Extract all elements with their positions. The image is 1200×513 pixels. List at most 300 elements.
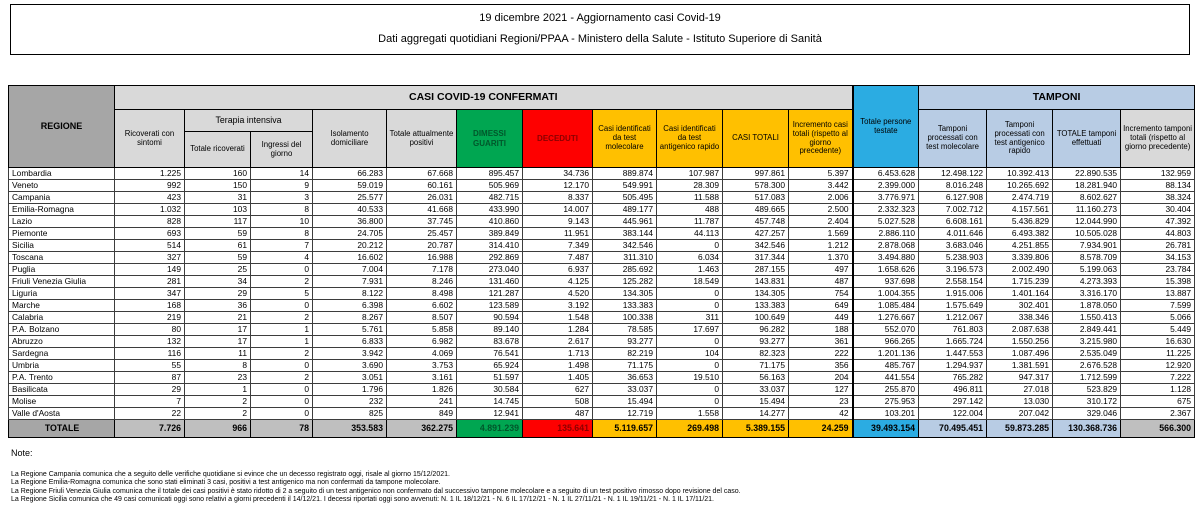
value-cell: 6.602 (387, 300, 457, 312)
value-cell: 6.833 (313, 336, 387, 348)
value-cell: 14.745 (457, 396, 523, 408)
value-cell: 39.493.154 (853, 420, 919, 438)
value-cell: 0 (251, 360, 313, 372)
value-cell: 2.474.719 (987, 192, 1053, 204)
value-cell: 90.594 (457, 312, 523, 324)
value-cell: 895.457 (457, 168, 523, 180)
value-cell: 828 (115, 216, 185, 228)
region-name: Molise (9, 396, 115, 408)
value-cell: 6.034 (657, 252, 723, 264)
value-cell: 207.042 (987, 408, 1053, 420)
value-cell: 8.246 (387, 276, 457, 288)
value-cell: 12.920 (1121, 360, 1195, 372)
table-row (9, 408, 1195, 420)
table-row (9, 312, 1195, 324)
value-cell: 4.251.855 (987, 240, 1053, 252)
region-name: Lazio (9, 216, 115, 228)
value-cell: 1 (251, 336, 313, 348)
value-cell: 1.405 (523, 372, 593, 384)
value-cell: 37.745 (387, 216, 457, 228)
header-totale-ricoverati: Totale ricoverati (185, 132, 251, 168)
value-cell: 16.988 (387, 252, 457, 264)
value-cell: 71.175 (723, 360, 789, 372)
header-tamponi-molecolare: Tamponi processati con test molecolare (919, 110, 987, 168)
table-row (9, 228, 1195, 240)
header-incremento-tamponi: Incremento tamponi totali (rispetto al giorno precedente) (1121, 110, 1195, 168)
header-deceduti: DECEDUTI (523, 110, 593, 168)
value-cell: 25.577 (313, 192, 387, 204)
table-row (9, 384, 1195, 396)
value-cell: 20.787 (387, 240, 457, 252)
value-cell: 566.300 (1121, 420, 1195, 438)
value-cell: 27.018 (987, 384, 1053, 396)
value-cell: 100.649 (723, 312, 789, 324)
value-cell: 423 (115, 192, 185, 204)
note-line: La Regione Sicilia comunica che 49 casi comunicati oggi sono relativi a giorni precedenti il 14/12/21. I decessi riportati oggi sono avvenuti: N. 1 IL 18/12/21 - N. 6 IL 17/12/21 - N. 1 IL 27/11/21 - N. 1 IL 19/11/21 - N. 1 IL 17/11/21. (11, 496, 715, 504)
value-cell: 5.449 (1121, 324, 1195, 336)
value-cell: 2.087.638 (987, 324, 1053, 336)
value-cell: 1.294.937 (919, 360, 987, 372)
value-cell: 1.658.626 (853, 264, 919, 276)
value-cell: 0 (251, 396, 313, 408)
value-cell: 13.030 (987, 396, 1053, 408)
value-cell: 1.569 (789, 228, 853, 240)
value-cell: 0 (251, 384, 313, 396)
value-cell: 1.712.599 (1053, 372, 1121, 384)
table-row (9, 288, 1195, 300)
table-row (9, 216, 1195, 228)
value-cell: 5.027.528 (853, 216, 919, 228)
value-cell: 578.300 (723, 180, 789, 192)
region-name: Puglia (9, 264, 115, 276)
value-cell: 22.890.535 (1053, 168, 1121, 180)
value-cell: 5 (251, 288, 313, 300)
value-cell: 356 (789, 360, 853, 372)
value-cell: 8.016.248 (919, 180, 987, 192)
value-cell: 100.338 (593, 312, 657, 324)
value-cell: 2.617 (523, 336, 593, 348)
value-cell: 761.803 (919, 324, 987, 336)
value-cell: 241 (387, 396, 457, 408)
value-cell: 11.787 (657, 216, 723, 228)
value-cell: 132 (115, 336, 185, 348)
value-cell: 1.212 (789, 240, 853, 252)
value-cell: 1.665.724 (919, 336, 987, 348)
value-cell: 433.990 (457, 204, 523, 216)
value-cell: 23.784 (1121, 264, 1195, 276)
value-cell: 1.276.667 (853, 312, 919, 324)
value-cell: 0 (657, 336, 723, 348)
value-cell: 457.748 (723, 216, 789, 228)
value-cell: 14.277 (723, 408, 789, 420)
value-cell: 0 (657, 300, 723, 312)
value-cell: 1.370 (789, 252, 853, 264)
value-cell: 1.004.355 (853, 288, 919, 300)
value-cell: 1.548 (523, 312, 593, 324)
value-cell: 30.584 (457, 384, 523, 396)
value-cell: 61 (185, 240, 251, 252)
value-cell: 133.383 (593, 300, 657, 312)
value-cell: 2 (251, 276, 313, 288)
value-cell: 966.265 (853, 336, 919, 348)
value-cell: 8.507 (387, 312, 457, 324)
value-cell: 22 (115, 408, 185, 420)
value-cell: 103 (185, 204, 251, 216)
value-cell: 76.541 (457, 348, 523, 360)
value-cell: 1.550.413 (1053, 312, 1121, 324)
value-cell: 15.494 (723, 396, 789, 408)
value-cell: 34.153 (1121, 252, 1195, 264)
value-cell: 6.453.628 (853, 168, 919, 180)
value-cell: 40.533 (313, 204, 387, 216)
value-cell: 997.861 (723, 168, 789, 180)
table-row (9, 336, 1195, 348)
value-cell: 2 (251, 312, 313, 324)
value-cell: 6.937 (523, 264, 593, 276)
region-name: P.A. Bolzano (9, 324, 115, 336)
value-cell: 70.495.451 (919, 420, 987, 438)
value-cell: 992 (115, 180, 185, 192)
value-cell: 89.140 (457, 324, 523, 336)
value-cell: 8.267 (313, 312, 387, 324)
value-cell: 517.083 (723, 192, 789, 204)
value-cell: 8 (251, 204, 313, 216)
region-name: Lombardia (9, 168, 115, 180)
value-cell: 59.019 (313, 180, 387, 192)
value-cell: 36.653 (593, 372, 657, 384)
value-cell: 29 (115, 384, 185, 396)
value-cell: 2.332.323 (853, 204, 919, 216)
value-cell: 441.554 (853, 372, 919, 384)
value-cell: 487 (789, 276, 853, 288)
header-totale-tamponi: TOTALE tamponi effettuati (1053, 110, 1121, 168)
value-cell: 889.874 (593, 168, 657, 180)
value-cell: 273.040 (457, 264, 523, 276)
value-cell: 1.878.050 (1053, 300, 1121, 312)
table-row (9, 168, 1195, 180)
value-cell: 849 (387, 408, 457, 420)
value-cell: 7.487 (523, 252, 593, 264)
table-row (9, 372, 1195, 384)
header-group-confermati: CASI COVID-19 CONFERMATI (115, 86, 853, 110)
value-cell: 3.494.880 (853, 252, 919, 264)
value-cell: 0 (657, 396, 723, 408)
value-cell: 160 (185, 168, 251, 180)
region-name: Campania (9, 192, 115, 204)
value-cell: 9.143 (523, 216, 593, 228)
region-name: Marche (9, 300, 115, 312)
value-cell: 1.463 (657, 264, 723, 276)
header-regione: REGIONE (9, 86, 115, 168)
value-cell: 505.969 (457, 180, 523, 192)
value-cell: 26.031 (387, 192, 457, 204)
value-cell: 966 (185, 420, 251, 438)
table-row (9, 276, 1195, 288)
value-cell: 78.585 (593, 324, 657, 336)
value-cell: 311 (657, 312, 723, 324)
header-casi-molecolare: Casi identificati da test molecolare (593, 110, 657, 168)
value-cell: 131.460 (457, 276, 523, 288)
table-row (9, 252, 1195, 264)
value-cell: 3.339.806 (987, 252, 1053, 264)
region-name: Calabria (9, 312, 115, 324)
value-cell: 445.961 (593, 216, 657, 228)
value-cell: 36 (185, 300, 251, 312)
value-cell: 1.447.553 (919, 348, 987, 360)
value-cell: 33.037 (723, 384, 789, 396)
value-cell: 825 (313, 408, 387, 420)
value-cell: 121.287 (457, 288, 523, 300)
table-row (9, 192, 1195, 204)
value-cell: 1.381.591 (987, 360, 1053, 372)
region-name: Veneto (9, 180, 115, 192)
value-cell: 1.032 (115, 204, 185, 216)
value-cell: 14.007 (523, 204, 593, 216)
value-cell: 496.811 (919, 384, 987, 396)
value-cell: 11.588 (657, 192, 723, 204)
value-cell: 116 (115, 348, 185, 360)
value-cell: 342.546 (593, 240, 657, 252)
region-name: Sardegna (9, 348, 115, 360)
value-cell: 18.549 (657, 276, 723, 288)
value-cell: 947.317 (987, 372, 1053, 384)
region-name: Friuli Venezia Giulia (9, 276, 115, 288)
value-cell: 150 (185, 180, 251, 192)
value-cell: 44.803 (1121, 228, 1195, 240)
value-cell: 34 (185, 276, 251, 288)
value-cell: 383.144 (593, 228, 657, 240)
value-cell: 0 (657, 288, 723, 300)
value-cell: 168 (115, 300, 185, 312)
value-cell: 5.397 (789, 168, 853, 180)
value-cell: 410.860 (457, 216, 523, 228)
value-cell: 11.225 (1121, 348, 1195, 360)
value-cell: 3.215.980 (1053, 336, 1121, 348)
value-cell: 4.069 (387, 348, 457, 360)
region-name: Basilicata (9, 384, 115, 396)
totale-row (9, 420, 1195, 438)
value-cell: 3.942 (313, 348, 387, 360)
value-cell: 3.690 (313, 360, 387, 372)
value-cell: 314.410 (457, 240, 523, 252)
value-cell: 523.829 (1053, 384, 1121, 396)
value-cell: 329.046 (1053, 408, 1121, 420)
value-cell: 485.767 (853, 360, 919, 372)
value-cell: 10 (251, 216, 313, 228)
value-cell: 0 (657, 360, 723, 372)
value-cell: 487 (523, 408, 593, 420)
value-cell: 16.630 (1121, 336, 1195, 348)
value-cell: 6.493.382 (987, 228, 1053, 240)
value-cell: 297.142 (919, 396, 987, 408)
value-cell: 2.002.490 (987, 264, 1053, 276)
value-cell: 0 (657, 240, 723, 252)
value-cell: 2.367 (1121, 408, 1195, 420)
region-name: Sicilia (9, 240, 115, 252)
value-cell: 33.037 (593, 384, 657, 396)
value-cell: 7.931 (313, 276, 387, 288)
table-row (9, 240, 1195, 252)
value-cell: 1.575.649 (919, 300, 987, 312)
value-cell: 30.404 (1121, 204, 1195, 216)
value-cell: 12.719 (593, 408, 657, 420)
value-cell: 13.887 (1121, 288, 1195, 300)
value-cell: 82.219 (593, 348, 657, 360)
value-cell: 67.668 (387, 168, 457, 180)
value-cell: 15.398 (1121, 276, 1195, 288)
header-persone-testate: Totale persone testate (853, 86, 919, 168)
value-cell: 287.155 (723, 264, 789, 276)
region-name: Valle d'Aosta (9, 408, 115, 420)
value-cell: 5.238.903 (919, 252, 987, 264)
value-cell: 1 (185, 384, 251, 396)
value-cell: 1.715.239 (987, 276, 1053, 288)
value-cell: 14 (251, 168, 313, 180)
value-cell: 1.284 (523, 324, 593, 336)
value-cell: 19.510 (657, 372, 723, 384)
value-cell: 59.873.285 (987, 420, 1053, 438)
value-cell: 1.225 (115, 168, 185, 180)
value-cell: 103.201 (853, 408, 919, 420)
value-cell: 0 (657, 384, 723, 396)
value-cell: 130.368.736 (1053, 420, 1121, 438)
value-cell: 7 (251, 240, 313, 252)
value-cell: 1.201.136 (853, 348, 919, 360)
value-cell: 2.404 (789, 216, 853, 228)
value-cell: 269.498 (657, 420, 723, 438)
region-name: Piemonte (9, 228, 115, 240)
value-cell: 47.392 (1121, 216, 1195, 228)
value-cell: 24.259 (789, 420, 853, 438)
totale-label: TOTALE (9, 420, 115, 438)
value-cell: 693 (115, 228, 185, 240)
table-row (9, 348, 1195, 360)
value-cell: 1 (251, 324, 313, 336)
value-cell: 549.991 (593, 180, 657, 192)
value-cell: 80 (115, 324, 185, 336)
value-cell: 36.800 (313, 216, 387, 228)
value-cell: 3.316.170 (1053, 288, 1121, 300)
value-cell: 6.398 (313, 300, 387, 312)
value-cell: 4.273.393 (1053, 276, 1121, 288)
value-cell: 21 (185, 312, 251, 324)
region-name: P.A. Trento (9, 372, 115, 384)
value-cell: 1.826 (387, 384, 457, 396)
value-cell: 123.589 (457, 300, 523, 312)
value-cell: 4 (251, 252, 313, 264)
value-cell: 4.011.646 (919, 228, 987, 240)
value-cell: 342.546 (723, 240, 789, 252)
value-cell: 26.781 (1121, 240, 1195, 252)
value-cell: 3.161 (387, 372, 457, 384)
value-cell: 937.698 (853, 276, 919, 288)
value-cell: 149 (115, 264, 185, 276)
notes-section (11, 448, 1191, 505)
value-cell: 125.282 (593, 276, 657, 288)
value-cell: 107.987 (657, 168, 723, 180)
value-cell: 82.323 (723, 348, 789, 360)
value-cell: 449 (789, 312, 853, 324)
report-title: 19 dicembre 2021 - Aggiornamento casi Covid-19 (479, 12, 721, 24)
value-cell: 3.192 (523, 300, 593, 312)
value-cell: 8 (185, 360, 251, 372)
value-cell: 42 (789, 408, 853, 420)
value-cell: 754 (789, 288, 853, 300)
value-cell: 3.051 (313, 372, 387, 384)
value-cell: 311.310 (593, 252, 657, 264)
table-row (9, 300, 1195, 312)
value-cell: 135.641 (523, 420, 593, 438)
value-cell: 3.196.573 (919, 264, 987, 276)
value-cell: 7.002.712 (919, 204, 987, 216)
value-cell: 3.776.971 (853, 192, 919, 204)
value-cell: 3.683.046 (919, 240, 987, 252)
note-line: La Regione Emilia-Romagna comunica che sono stati eliminati 3 casi, positivi a test antigenico ma non confermati da tampone molecolare. (11, 479, 441, 487)
header-dimessi-guariti: DIMESSI GUARITI (457, 110, 523, 168)
value-cell: 5.066 (1121, 312, 1195, 324)
table-header (9, 86, 1195, 168)
value-cell: 505.495 (593, 192, 657, 204)
value-cell: 302.401 (987, 300, 1053, 312)
value-cell: 7.726 (115, 420, 185, 438)
value-cell: 8.122 (313, 288, 387, 300)
value-cell: 4.891.239 (457, 420, 523, 438)
value-cell: 18.281.940 (1053, 180, 1121, 192)
value-cell: 232 (313, 396, 387, 408)
value-cell: 338.346 (987, 312, 1053, 324)
table-row (9, 396, 1195, 408)
value-cell: 93.277 (723, 336, 789, 348)
note-line: La Regione Campania comunica che a seguito delle verifiche quotidiane si evince che un decesso registrato oggi, risale al giorno 15/12/2021. (11, 471, 450, 478)
value-cell: 1.713 (523, 348, 593, 360)
value-cell: 1.796 (313, 384, 387, 396)
value-cell: 3.442 (789, 180, 853, 192)
value-cell: 5.119.657 (593, 420, 657, 438)
table-row (9, 204, 1195, 216)
header-casi-antigenico: Casi identificati da test antigenico rapido (657, 110, 723, 168)
value-cell: 275.953 (853, 396, 919, 408)
value-cell: 310.172 (1053, 396, 1121, 408)
value-cell: 765.282 (919, 372, 987, 384)
value-cell: 28.309 (657, 180, 723, 192)
value-cell: 8.602.627 (1053, 192, 1121, 204)
table-body (9, 168, 1195, 438)
value-cell: 1.212.067 (919, 312, 987, 324)
value-cell: 1.401.164 (987, 288, 1053, 300)
value-cell: 25.457 (387, 228, 457, 240)
value-cell: 488 (657, 204, 723, 216)
value-cell: 56.163 (723, 372, 789, 384)
header-attualmente-positivi: Totale attualmente positivi (387, 110, 457, 168)
value-cell: 7 (115, 396, 185, 408)
value-cell: 134.305 (593, 288, 657, 300)
value-cell: 497 (789, 264, 853, 276)
table-row (9, 360, 1195, 372)
value-cell: 204 (789, 372, 853, 384)
value-cell: 4.125 (523, 276, 593, 288)
header-tamponi-antigenico: Tamponi processati con test antigenico rapido (987, 110, 1053, 168)
table-row (9, 264, 1195, 276)
header-isolamento: Isolamento domiciliare (313, 110, 387, 168)
value-cell: 317.344 (723, 252, 789, 264)
value-cell: 2.676.528 (1053, 360, 1121, 372)
value-cell: 281 (115, 276, 185, 288)
value-cell: 2.006 (789, 192, 853, 204)
value-cell: 83.678 (457, 336, 523, 348)
value-cell: 389.849 (457, 228, 523, 240)
value-cell: 117 (185, 216, 251, 228)
value-cell: 2.399.000 (853, 180, 919, 192)
